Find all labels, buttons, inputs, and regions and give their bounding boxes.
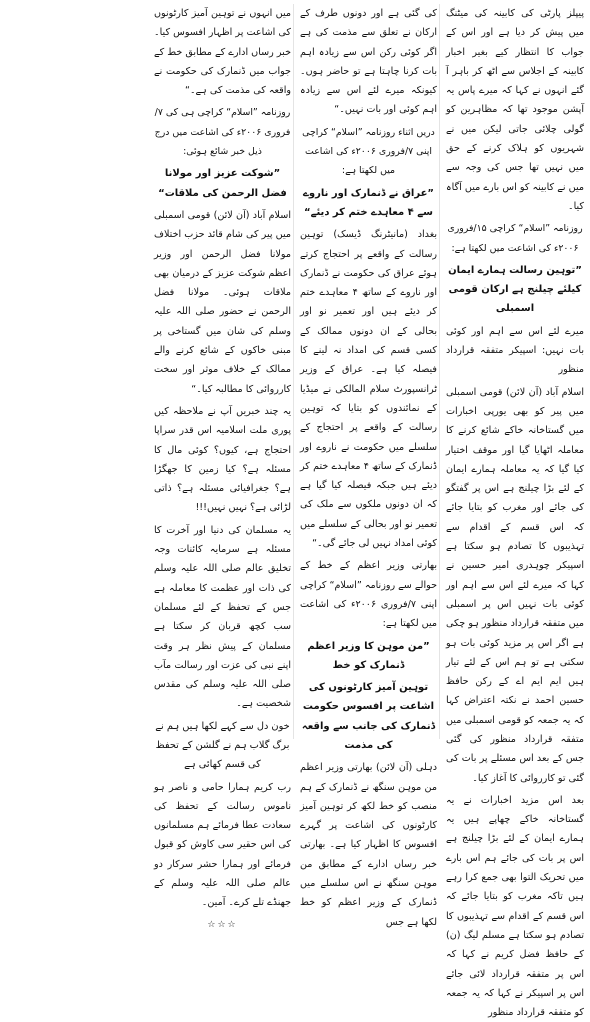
article-para: رب کریم ہمارا حامی و ناصر ہو ناموس رسالت کے تحفظ کی سعادت عطا فرمائے ہم مسلمانوں کی اس حقیر سی کاوش کو قبول فرمائے اور ہمارا حشر سرکار دو عالم صلی اللہ علیہ وسلم کے جھنڈے تلے کرے۔ آمین۔ [154, 781, 291, 909]
article-heading: ”شوکت عزیز اور مولانا فضل الرحمن کی ملاقات“ [158, 168, 287, 199]
article-stars: ☆☆☆ [207, 919, 238, 930]
article-para: میں انہوں نے توہین آمیز کارٹونوں کی اشاعت پر اظہار افسوس کیا۔ خبر رساں ادارے کے مطابق خط کے جواب میں ڈنمارک کی حکومت نے واقعہ کی مذمت کی ہے۔“ [154, 8, 291, 97]
article-para: میرے لئے اس سے اہم اور کوئی بات نہیں: اسپیکر متفقہ قرارداد منظور [446, 325, 584, 376]
article-heading: توہین آمیز کارٹونوں کی اشاعت پر افسوس حکومت ڈنمارک کی جانب سے واقعہ کی مذمت [301, 682, 436, 751]
article-source: روزنامہ ”اسلام“ کراچی ہی کی ۷/فروری ۲۰۰۶ء کی اشاعت میں درج ذیل خبر شائع ہوئی: [154, 107, 291, 158]
article-poem: خون دل سے کہے لکھا ہیں ہم نے برگ گلاب ہم نے گلشن کے تحفظ کی قسم کھائی ہے [155, 720, 290, 771]
article-para: بغداد (مانیٹرنگ ڈیسک) توہین رسالت کے واقعے پر احتجاج کرتے ہوئے عراق کی حکومت نے ڈنمارک اور ناروے کے ساتھ ۴ معاہدے ختم کر دیئے ہیں اور تعمیر نو اور بحالی کے ان دونوں ممالک کے کسی قسم کی امداد نہ لینے کا فیصلہ کیا ہے۔ عراق کے وزیر ٹرانسپورٹ سلام المالکی نے میڈیا کے نمائندوں کو بتایا کہ توہین رسالت کے واقعے پر احتجاج کے سلسلے میں حکومت نے ناروے اور ڈنمارک کے ساتھ ۴ معاہدے ختم کر دیئے ہیں جبکہ فیصلہ کیا گیا ہے کہ ان دونوں ملکوں سے ملک کی تعمیر نو اور بحالی کے سلسلے میں کوئی امداد نہیں لی جائے گی۔“ [300, 229, 437, 550]
article-heading: ”توہین رسالت ہمارے ایمان کیلئے چیلنج ہے ارکان قومی اسمبلی [448, 264, 582, 315]
article-para: دہلی (آن لائن) بھارتی وزیر اعظم من موہن سنگھ نے ڈنمارک کے ہم منصب کو خط لکھ کر توہین آمیز کارٹونوں کی اشاعت پر گہرے افسوس کا اظہار کیا ہے۔ بھارتی خبر رساں ادارے کے مطابق من موہن سنگھ نے اس سلسلے میں ڈنمارک کے وزیر اعظم کو خط لکھا ہے جس [300, 762, 437, 928]
article-source: دریں اثناء روزنامہ ”اسلام“ کراچی اپنی ۷/فروری ۲۰۰۶ء کی اشاعت میں لکھتا ہے: [302, 126, 435, 177]
article-para: یہ چند خبریں آپ نے ملاحظہ کیں پوری ملت اسلامیہ اس قدر سراپا احتجاج ہے، کیوں؟ کوئی مال کا مسئلہ ہے؟ کیا زمین کا جھگڑا ہے؟ جغرافیائی مسئلہ ہے؟ ذاتی لڑائی ہے؟ نہیں نہیں!!! [154, 405, 291, 514]
article-para: بعد اس مزید اخبارات نے یہ گستاخانہ خاکے چھاپے ہیں یہ ہمارے ایمان کے لئے بڑا چیلنج ہے اس پر بات کی جائے ہم اس بارے میں تحریک التوا بھی جمع کرا رہے ہیں تاکہ مغرب کو بتایا جائے کہ اس قسم کے اقدام سے تہذیبوں کا تصادم ہو سکتا ہے مسلم لیگ (ن) کے حافظ فضل کریم نے کہا کہ اس پر متفقہ قرارداد لائی جائے اس پر اسپیکر نے کہا کہ یہ جمعہ کو متفقہ قرارداد منظور [446, 794, 584, 1019]
article-source: روزنامہ ”اسلام“ کراچی ۱۵/فروری ۲۰۰۶ء کی اشاعت میں لکھتا ہے: [447, 223, 583, 254]
column-right [444, 4, 586, 1019]
article-para: اسلام آباد (آن لائن) قومی اسمبلی میں پیر کی شام قائد حزب اختلاف مولانا فضل الرحمن اور وزیر اعظم شوکت عزیز کے درمیان بھی ملاقات ہوئی۔ مولانا فضل الرحمن نے حضور صلی اللہ علیہ وسلم کی شان میں گستاخی پر مبنی خاکوں کے شائع کرنے والے ممالک کے خلاف موثر اور سخت کارروائی کا مطالبہ کیا۔“ [154, 209, 291, 395]
article-para: اسلام آباد (آن لائن) قومی اسمبلی میں پیر کو بھی یورپی اخبارات میں گستاخانہ خاکے شائع کرنے کا معاملہ اٹھایا گیا اور موقف اختیار کیا گیا کہ یہ معاملہ ہمارے ایمان کے لئے بڑا چیلنج ہے اس پر گفتگو کی جائے اور مغرب کو بتایا جائے کہ اس قسم کے اقدام سے تہذیبوں کا تصادم ہو سکتا ہے اسپیکر چوہدری امیر حسین نے کہا کہ میرے لئے اس سے اہم اور کوئی بات نہیں اس پر اسمبلی میں متفقہ قرارداد منظور ہو چکی ہے اگر اس پر مزید کوئی بات ہو سکتی ہے تو ہم اس کے لئے تیار ہیں ایم ایم اے کے رکن حافظ حسین احمد نے نکتہ اعتراض کہا کہ یہ جمعہ کو قومی اسمبلی میں متفقہ قرارداد منظور کی گئی جس کے بعد اس مسئلے پر بات کی گئی تو کارروائی کا آغاز کیا۔ [446, 386, 584, 784]
article-para: پیپلز پارٹی کی کابینہ کی میٹنگ میں پیش کر دیا ہے اور اس کے جواب کا انتظار کیے بغیر اخبار کابینہ کے اجلاس سے اٹھ کر باہر آ گئے انہوں نے کہا کہ میرے پاس یہ آپشن موجود تھا کہ مظاہرین کو گولی چلائی جاتی لیکن میں نے شہریوں کو ہلاک کرنے کے حق میں نہیں تھا جس کی وجہ سے میں نے کابینہ کو اس بارے میں آگاہ کیا۔ [446, 8, 584, 212]
newspaper-page [4, 4, 586, 1019]
article-heading: ”عراق نے ڈنمارک اور ناروے سے ۴ معاہدے ختم کر دیئے“ [303, 187, 434, 218]
column-left [152, 4, 294, 930]
article-heading: ”من موہن کا وزیر اعظم ڈنمارک کو خط [307, 640, 430, 671]
article-para: کی گئی ہے اور دونوں طرف کے ارکان نے تعلق سے مذمت کی ہے اگر کوئی رکن اس سے زیادہ اہم بات کرنا چاہتا ہے تو حاضر ہوں۔ کیونکہ میرے لئے اس سے زیادہ اہم کوئی اور بات نہیں۔“ [300, 8, 437, 116]
article-para: بھارتی وزیر اعظم کے خط کے حوالے سے روزنامہ ”اسلام“ کراچی اپنی ۷/فروری ۲۰۰۶ء کی اشاعت میں لکھتا ہے: [300, 560, 438, 630]
column-middle [298, 4, 440, 928]
article-para: یہ مسلمان کی دنیا اور آخرت کا مسئلہ ہے سرمایہ کائنات وجہ تخلیق عالم صلی اللہ علیہ وسلم کی ذات اور عظمت کا معاملہ ہے جس کے تحفظ کے لئے مسلمان سب کچھ قربان کر سکتا ہے مسلمان کے پیش نظر ہر وقت اپنے نبی کی عزت اور رسالت مآب صلی اللہ علیہ وسلم کی مقدس شخصیت ہے۔ [154, 524, 291, 710]
